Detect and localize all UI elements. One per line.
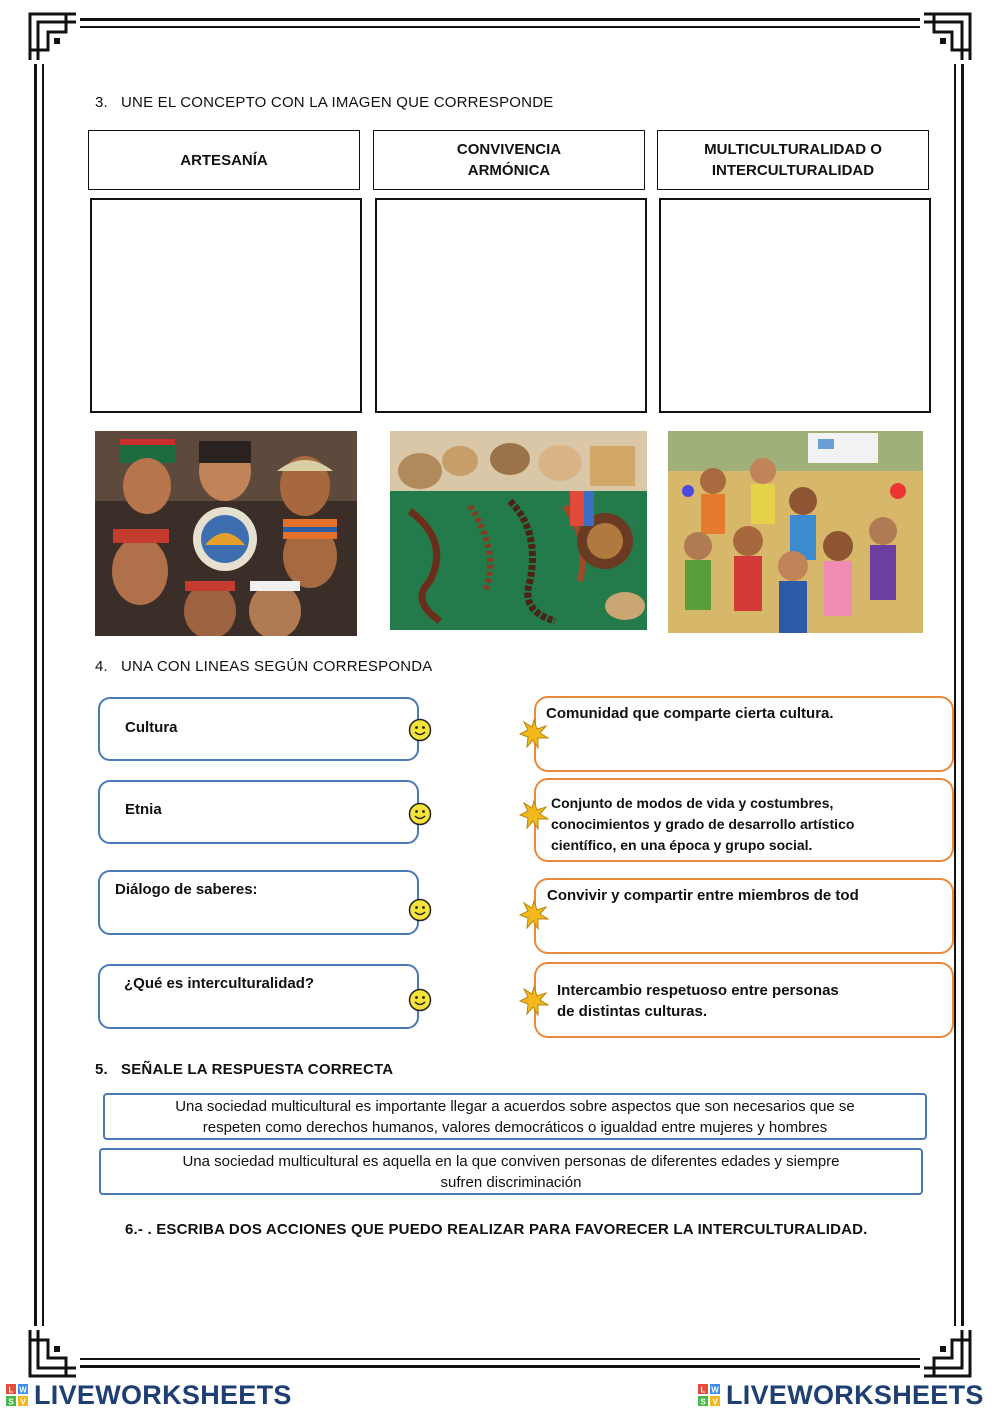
match-right-text xyxy=(557,980,839,1022)
svg-text:S: S xyxy=(700,1397,706,1406)
star-connector-icon[interactable] xyxy=(519,900,549,930)
concept-box-artesania xyxy=(88,130,360,190)
match-right-text: Convivir y compartir entre miembros de tod xyxy=(547,887,859,904)
concept-label: INTERCULTURALIDAD xyxy=(711,162,875,179)
answer-text-line: sufren discriminación xyxy=(440,1173,582,1191)
liveworksheets-brand-text: LIVEWORKSHEETS xyxy=(34,1379,292,1410)
q5-title: 5. SEÑALE LA RESPUESTA CORRECTA xyxy=(95,1061,394,1078)
match-right-text xyxy=(551,793,854,856)
frame-corner-ornament-icon xyxy=(920,1326,974,1380)
text-line: Conjunto de modos de vida y costumbres, xyxy=(551,795,834,811)
match-left-label: ¿Qué es interculturalidad? xyxy=(124,975,315,992)
star-connector-icon[interactable] xyxy=(519,800,549,830)
answer-text-line: Una sociedad multicultural es aquella en la que conviven personas de diferentes edades y siempre xyxy=(182,1152,840,1170)
q3-title: 3. UNE EL CONCEPTO CON LA IMAGEN QUE CORRESPONDE xyxy=(95,94,554,111)
text-line: científico, en una época y grupo social. xyxy=(551,837,813,853)
frame-corner-ornament-icon xyxy=(26,1326,80,1380)
match-right-text: Comunidad que comparte cierta cultura. xyxy=(546,705,834,722)
liveworksheets-brand-text: LIVEWORKSHEETS xyxy=(726,1379,984,1410)
svg-text:S: S xyxy=(8,1397,14,1406)
answer-option[interactable] xyxy=(99,1148,923,1195)
image-drop-zone-artesania[interactable] xyxy=(90,198,362,413)
svg-text:L: L xyxy=(700,1385,706,1395)
concept-label: ARMÓNICA xyxy=(467,162,551,179)
concept-label: CONVIVENCIA xyxy=(456,141,562,158)
match-left-label: Etnia xyxy=(125,801,162,818)
q6-title: 6.- . ESCRIBA DOS ACCIONES QUE PUEDO REALIZAR PARA FAVORECER LA INTERCULTURALIDAD. xyxy=(125,1221,868,1238)
star-connector-icon[interactable] xyxy=(519,719,549,749)
q4-title: 4. UNA CON LINEAS SEGÚN CORRESPONDA xyxy=(95,658,433,675)
match-left-item[interactable] xyxy=(98,870,419,935)
draggable-image-children-together[interactable] xyxy=(668,431,923,633)
concept-box-multiculturalidad xyxy=(657,130,929,190)
match-right-item[interactable] xyxy=(534,778,954,862)
frame-corner-ornament-icon xyxy=(920,10,974,64)
smiley-connector-icon[interactable] xyxy=(408,802,432,826)
match-left-label: Cultura xyxy=(125,719,178,736)
answer-text-line: Una sociedad multicultural es importante llegar a acuerdos sobre aspectos que son necesarios que se xyxy=(175,1097,855,1115)
image-drop-zone-multiculturalidad[interactable] xyxy=(659,198,931,413)
concept-label: ARTESANÍA xyxy=(180,151,268,169)
match-left-label: Diálogo de saberes: xyxy=(115,881,258,898)
star-connector-icon[interactable] xyxy=(519,986,549,1016)
match-right-item[interactable] xyxy=(534,878,954,954)
match-left-item[interactable] xyxy=(98,697,419,761)
text-line: Intercambio respetuoso entre personas xyxy=(557,982,839,999)
image-drop-zone-convivencia[interactable] xyxy=(375,198,647,413)
svg-text:V: V xyxy=(20,1397,26,1406)
liveworksheets-logo xyxy=(6,1381,292,1409)
match-left-item[interactable] xyxy=(98,780,419,844)
text-line: conocimientos y grado de desarrollo artístico xyxy=(551,816,855,832)
liveworksheets-badge-icon xyxy=(698,1384,720,1406)
concept-box-convivencia xyxy=(373,130,645,190)
match-right-item[interactable] xyxy=(534,962,954,1038)
frame-corner-ornament-icon xyxy=(26,10,80,64)
match-left-item[interactable] xyxy=(98,964,419,1029)
svg-text:V: V xyxy=(712,1397,718,1406)
smiley-connector-icon[interactable] xyxy=(408,898,432,922)
svg-text:L: L xyxy=(8,1385,14,1395)
smiley-connector-icon[interactable] xyxy=(408,988,432,1012)
svg-text:W: W xyxy=(711,1385,719,1395)
liveworksheets-badge-icon xyxy=(6,1384,28,1406)
liveworksheets-logo xyxy=(698,1381,984,1409)
answer-text-line: respeten como derechos humanos, valores democráticos o igualdad entre mujeres y hombres xyxy=(202,1118,828,1136)
draggable-image-handicrafts[interactable] xyxy=(390,431,647,630)
draggable-image-indigenous-faces[interactable] xyxy=(95,431,357,636)
concept-label: MULTICULTURALIDAD O xyxy=(704,141,882,158)
svg-text:W: W xyxy=(19,1385,27,1395)
match-right-item[interactable] xyxy=(534,696,954,772)
smiley-connector-icon[interactable] xyxy=(408,718,432,742)
answer-option[interactable] xyxy=(103,1093,927,1140)
text-line: de distintas culturas. xyxy=(557,1003,708,1020)
